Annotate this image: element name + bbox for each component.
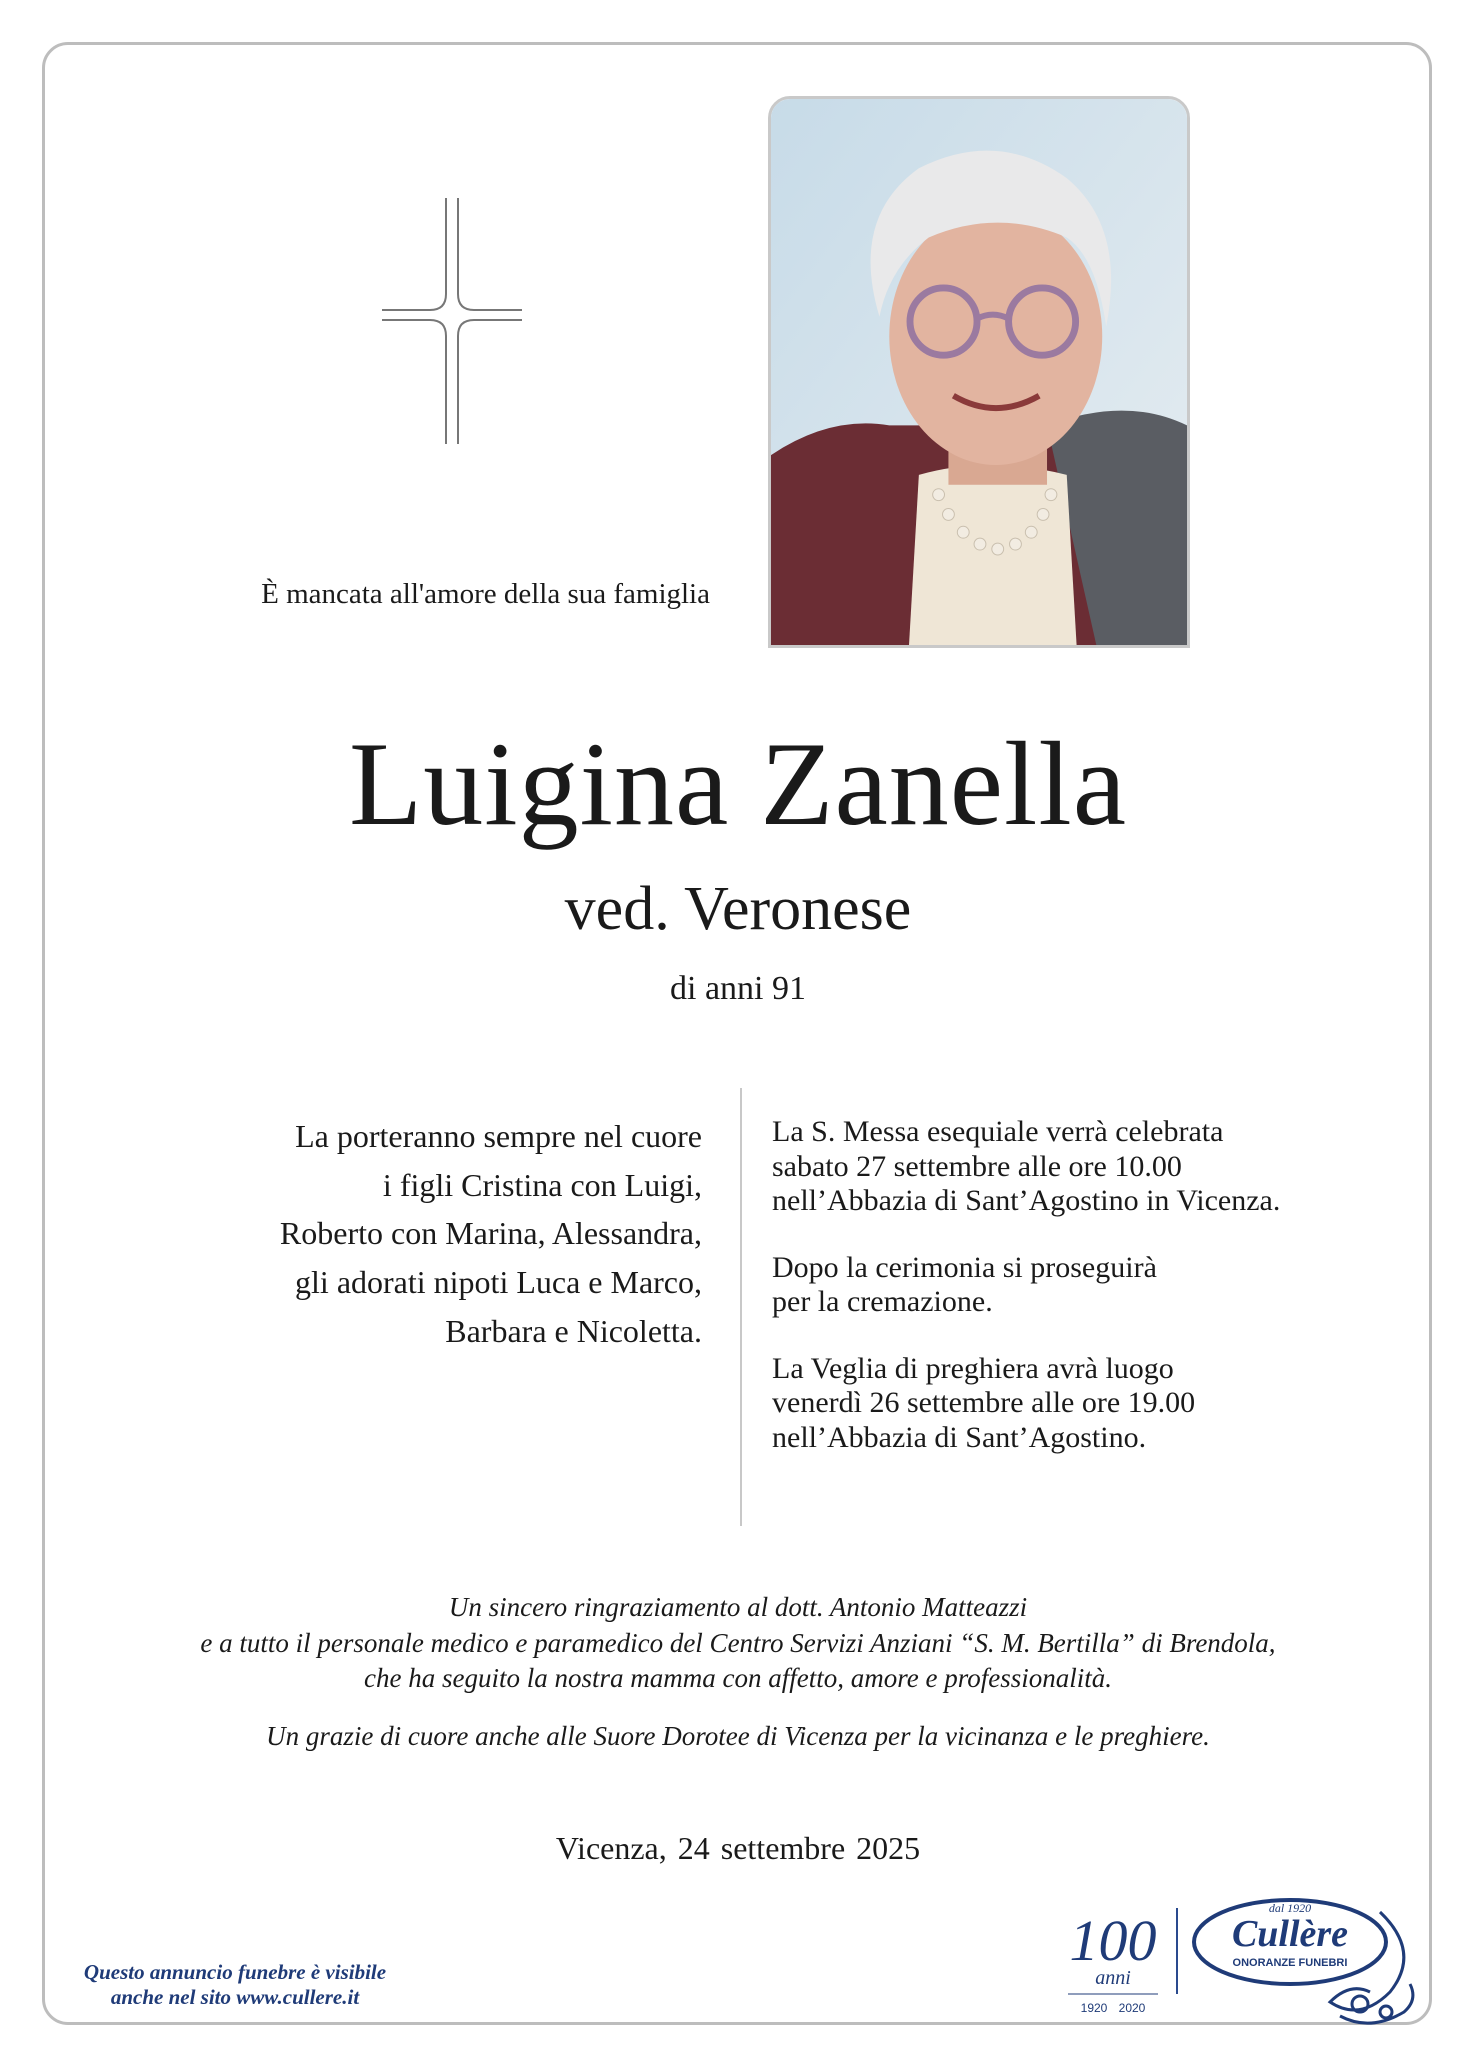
thanks-line: Un grazie di cuore anche alle Suore Dorotee di Vicenza per la vicinanza e le preghiere. bbox=[266, 1720, 1210, 1751]
family-line: Roberto con Marina, Alessandra, bbox=[279, 1215, 702, 1252]
cross-icon bbox=[382, 198, 522, 444]
date-place: Vicenza, 24 settembre 2025 bbox=[555, 1830, 921, 1866]
logo-100-number: 100 bbox=[1069, 1908, 1157, 1973]
logo-year-start: 1920 bbox=[1080, 2001, 1108, 2015]
funeral-line: La Veglia di preghiera avrà luogo bbox=[772, 1351, 1174, 1385]
cullere-logo bbox=[1190, 1892, 1422, 2032]
anniversary-logo bbox=[1058, 1902, 1168, 2022]
funeral-details bbox=[772, 1115, 1280, 1487]
thanks-line: e a tutto il personale medico e paramedico del Centro Servizi Anziani “S. M. Bertilla” di Brendola, bbox=[200, 1627, 1276, 1658]
family-announcement bbox=[280, 1112, 702, 1355]
thanks-nuns bbox=[0, 1719, 1476, 1755]
logo-100-word: anni bbox=[1095, 1967, 1131, 1989]
acknowledgements bbox=[0, 1590, 1476, 1777]
logo-year-end: 2020 bbox=[1118, 2001, 1146, 2015]
family-line: La porteranno sempre nel cuore bbox=[295, 1118, 702, 1154]
funeral-line: nell’Abbazia di Sant’Agostino in Vicenza. bbox=[772, 1184, 1281, 1217]
brand-name: Cullère bbox=[1231, 1913, 1349, 1955]
family-line: gli adorati nipoti Luca e Marco, bbox=[295, 1263, 702, 1300]
logo-separator bbox=[1176, 1908, 1178, 1994]
funeral-line: per la cremazione. bbox=[772, 1285, 993, 1318]
column-divider bbox=[740, 1088, 742, 1526]
brand-tagline: ONORANZE FUNEBRI bbox=[1232, 1957, 1348, 1969]
funeral-line: nell’Abbazia di Sant’Agostino. bbox=[772, 1420, 1147, 1454]
mass-info bbox=[772, 1115, 1280, 1219]
cremation-info bbox=[772, 1251, 1280, 1320]
funeral-line: venerdì 26 settembre alle ore 19.00 bbox=[772, 1386, 1196, 1419]
funeral-line: La S. Messa esequiale verrà celebrata bbox=[772, 1115, 1224, 1148]
vigil-info bbox=[772, 1352, 1280, 1456]
footnote-line: anche nel sito www.cullere.it bbox=[110, 1985, 360, 2010]
age-text: di anni 91 bbox=[670, 970, 806, 1007]
footnote-line: Questo annuncio funebre è visibile bbox=[83, 1960, 387, 1984]
deceased-name: Luigina Zanella bbox=[348, 717, 1127, 850]
funeral-line: Dopo la cerimonia si proseguirà bbox=[772, 1250, 1157, 1284]
widow-of: ved. Veronese bbox=[564, 875, 912, 943]
family-line: i figli Cristina con Luigi, bbox=[382, 1166, 702, 1203]
website-note bbox=[60, 1960, 410, 2010]
portrait-photo bbox=[768, 96, 1190, 648]
intro-text: È mancata all'amore della sua famiglia bbox=[261, 578, 710, 610]
brand-since: dal 1920 bbox=[1268, 1901, 1312, 1915]
thanks-line: Un sincero ringraziamento al dott. Antonio Matteazzi bbox=[448, 1592, 1028, 1622]
thanks-doctor bbox=[0, 1590, 1476, 1697]
family-line: Barbara e Nicoletta. bbox=[445, 1312, 702, 1349]
funeral-line: sabato 27 settembre alle ore 10.00 bbox=[772, 1149, 1182, 1183]
thanks-line: che ha seguito la nostra mamma con affetto, amore e professionalità. bbox=[364, 1663, 1112, 1694]
